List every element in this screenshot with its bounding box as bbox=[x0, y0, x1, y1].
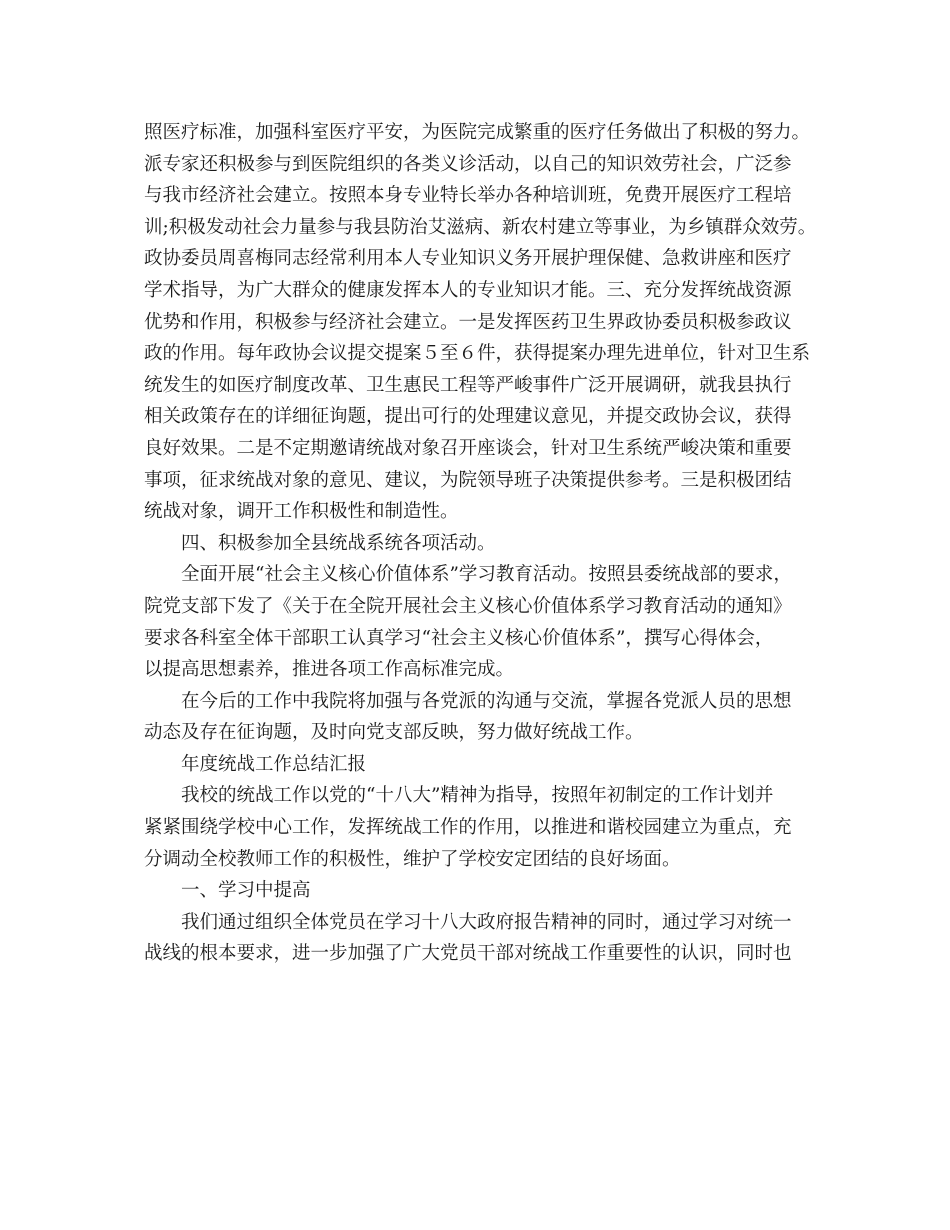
text-line: 优势和作用，积极参与经济社会建立。一是发挥医药卫生界政协委员积极参政议 bbox=[144, 311, 792, 333]
text-line: 照医疗标准，加强科室医疗平安，为医院完成繁重的医疗任务做出了积极的努力。 bbox=[144, 122, 811, 143]
text-line: 统发生的如医疗制度改革、卫生惠民工程等严峻事件广泛开展调研，就我县执行 bbox=[144, 374, 792, 396]
text-line: 年度统战工作总结汇报 bbox=[181, 753, 367, 775]
text-line: 事项，征求统战对象的意见、建议，为院领导班子决策提供参考。三是积极团结 bbox=[144, 469, 792, 491]
text-line: 与我市经济社会建立。按照本身专业特长举办各种培训班，免费开展医疗工程培 bbox=[144, 185, 792, 207]
text-line: 我们通过组织全体党员在学习十八大政府报告精神的同时，通过学习对统一 bbox=[181, 911, 792, 933]
text-line: 以提高思想素养，推进各项工作高标准完成。 bbox=[144, 659, 515, 681]
text-line: 统战对象，调开工作积极性和制造性。 bbox=[144, 501, 459, 523]
text-line: 我校的统战工作以党的“十八大”精神为指导，按照年初制定的工作计划并 bbox=[181, 785, 774, 807]
text-line: 学术指导，为广大群众的健康发挥本人的专业知识才能。三、充分发挥统战资源 bbox=[144, 279, 792, 301]
text-line: 在今后的工作中我院将加强与各党派的沟通与交流，掌握各党派人员的思想 bbox=[181, 690, 792, 712]
text-line: 训;积极发动社会力量参与我县防治艾滋病、新农村建立等事业，为乡镇群众效劳。 bbox=[144, 216, 817, 238]
text-line: 良好效果。二是不定期邀请统战对象召开座谈会，针对卫生系统严峻决策和重要 bbox=[144, 437, 792, 459]
text-line: 政的作用。每年政协会议提交提案５至６件，获得提案办理先进单位，针对卫生系 bbox=[144, 343, 811, 365]
text-line: 要求各科室全体干部职工认真学习“社会主义核心价值体系”，撰写心得体会， bbox=[144, 627, 774, 649]
text-line: 动态及存在征询题，及时向党支部反映，努力做好统战工作。 bbox=[144, 722, 644, 744]
text-line: 紧紧围绕学校中心工作，发挥统战工作的作用，以推进和谐校园建立为重点，充 bbox=[144, 817, 792, 839]
text-line: 政协委员周喜梅同志经常利用本人专业知识义务开展护理保健、急救讲座和医疗 bbox=[144, 248, 792, 270]
text-line: 四、积极参加全县统战系统各项活动。 bbox=[181, 532, 496, 554]
text-line: 战线的根本要求，进一步加强了广大党员干部对统战工作重要性的认识，同时也 bbox=[144, 943, 792, 965]
text-line: 一、学习中提高 bbox=[181, 880, 311, 902]
text-line: 院党支部下发了《关于在全院开展社会主义核心价值体系学习教育活动的通知》 bbox=[144, 595, 792, 617]
text-line: 相关政策存在的详细征询题，提出可行的处理建议意见，并提交政协会议，获得 bbox=[144, 406, 792, 428]
text-line: 分调动全校教师工作的积极性，维护了学校安定团结的良好场面。 bbox=[144, 848, 681, 870]
text-line: 全面开展“社会主义核心价值体系”学习教育活动。按照县委统战部的要求， bbox=[181, 564, 792, 586]
text-line: 派专家还积极参与到医院组织的各类义诊活动，以自己的知识效劳社会，广泛参 bbox=[144, 153, 792, 175]
document-body bbox=[144, 117, 824, 970]
